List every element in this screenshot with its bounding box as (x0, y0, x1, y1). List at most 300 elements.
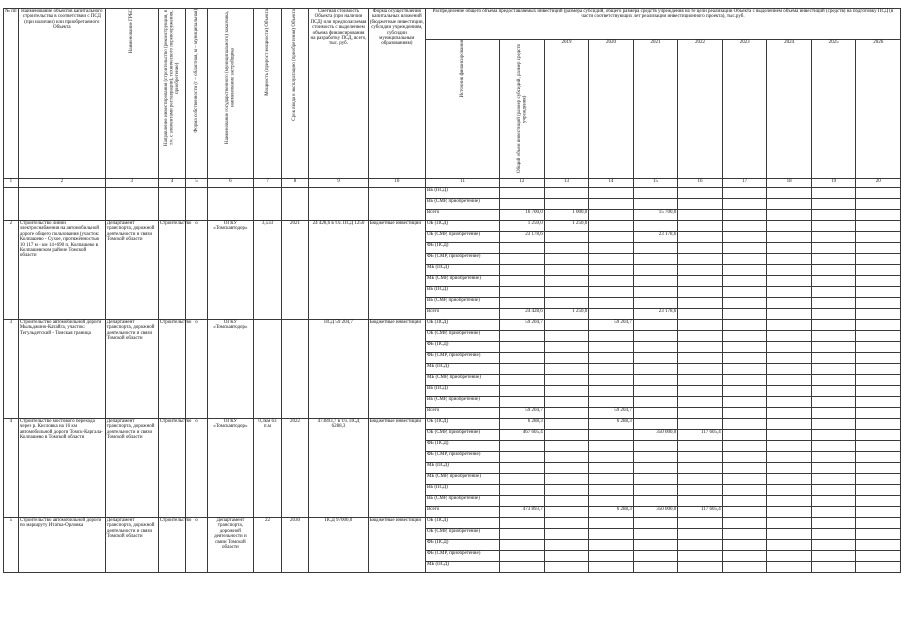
funding-source-cell: ФБ (СМР, приобретение) (425, 353, 499, 364)
year-value-cell (856, 496, 901, 507)
funding-source-cell: Всего (425, 507, 499, 518)
funding-source-cell: МБ (ПСД) (425, 562, 499, 573)
year-value-cell (722, 518, 767, 529)
year-value-cell (767, 386, 812, 397)
empty-cell (207, 188, 254, 221)
year-value-cell (811, 463, 856, 474)
year-value-cell (544, 320, 589, 331)
year-value-cell (544, 254, 589, 265)
year-value-cell (767, 320, 812, 331)
year-value-cell (678, 254, 723, 265)
year-value-cell (811, 221, 856, 232)
year-value-cell (856, 463, 901, 474)
year-value-cell (633, 199, 678, 210)
year-value-cell (589, 397, 634, 408)
year-value-cell (856, 309, 901, 320)
year-value-cell (767, 529, 812, 540)
year-value-cell (811, 441, 856, 452)
year-value-cell (678, 397, 723, 408)
empty-cell (368, 188, 425, 221)
funding-source-cell: МБ (ПСД) (425, 265, 499, 276)
year-value-cell (544, 540, 589, 551)
year-value-cell (589, 441, 634, 452)
funding-source-cell: ВБ (СМР, приобретение) (425, 298, 499, 309)
year-value-cell (856, 320, 901, 331)
year-value-cell (856, 518, 901, 529)
year-value-cell (767, 309, 812, 320)
year-value-cell (722, 408, 767, 419)
empty-cell (158, 188, 186, 221)
year-value-cell (811, 276, 856, 287)
year-value-cell (544, 298, 589, 309)
year-value-cell (544, 331, 589, 342)
year-value-cell (678, 232, 723, 243)
year-value-cell (678, 375, 723, 386)
total-volume-cell (500, 287, 545, 298)
funding-source-cell: ОБ (СМР, приобретение) (425, 232, 499, 243)
empty-cell (105, 188, 158, 221)
year-value-cell (678, 452, 723, 463)
year-value-cell (722, 232, 767, 243)
year-value-cell (856, 551, 901, 562)
year-value-cell (589, 353, 634, 364)
object-capacity: 22 (254, 518, 282, 573)
funding-source-cell: ВБ (СМР, приобретение) (425, 199, 499, 210)
object-capacity (254, 320, 282, 419)
year-value-cell (722, 309, 767, 320)
header-year-2020: 2020 (589, 40, 634, 179)
year-value-cell (633, 562, 678, 573)
year-value-cell (811, 408, 856, 419)
total-volume-cell (500, 364, 545, 375)
column-number: 12 (500, 179, 545, 188)
funding-source-cell: МБ (СМР, приобретение) (425, 375, 499, 386)
year-value-cell (722, 441, 767, 452)
year-value-cell (722, 430, 767, 441)
column-number-row (4, 179, 901, 188)
year-value-cell (767, 430, 812, 441)
object-name: Строительство мостового перехода через р. Кисловка на 16 км автомобильной дороги Томск-Каргала-Колпашево в Томской области (18, 419, 105, 518)
year-value-cell (856, 243, 901, 254)
year-value-cell (544, 430, 589, 441)
year-value-cell (767, 364, 812, 375)
year-value-cell (678, 188, 723, 199)
year-value-cell (722, 529, 767, 540)
year-value-cell (544, 353, 589, 364)
year-value-cell (856, 452, 901, 463)
ownership-form: о (186, 221, 207, 320)
total-volume-cell: 6 288,3 (500, 419, 545, 430)
estimated-cost: 24 428,6 в т.ч. ПСД 1250 (309, 221, 368, 320)
year-value-cell (544, 265, 589, 276)
year-value-cell (856, 276, 901, 287)
year-value-cell (856, 485, 901, 496)
year-value-cell (811, 353, 856, 364)
year-value-cell (811, 309, 856, 320)
year-value-cell (811, 188, 856, 199)
year-value-cell (544, 551, 589, 562)
year-value-cell (678, 287, 723, 298)
year-value-cell (856, 287, 901, 298)
header-num: № пп (4, 9, 19, 179)
year-value-cell (633, 419, 678, 430)
object-name: Строительство автомобильной дороги Мыльджино-Катайга, участок: Тегульдетский - Томская граница (18, 320, 105, 419)
year-value-cell (856, 254, 901, 265)
year-value-cell (811, 254, 856, 265)
funding-source-cell: ВБ (ПСД) (425, 188, 499, 199)
funding-source-cell: МБ (СМР, приобретение) (425, 474, 499, 485)
year-value-cell (856, 540, 901, 551)
total-volume-cell (500, 276, 545, 287)
year-value-cell (767, 518, 812, 529)
year-value-cell (722, 331, 767, 342)
year-value-cell (722, 342, 767, 353)
header-funding-source: Источник финансирования (425, 40, 499, 179)
total-volume-cell (500, 496, 545, 507)
year-value-cell (722, 496, 767, 507)
investment-direction: Строительство (158, 419, 186, 518)
year-value-cell (544, 441, 589, 452)
year-value-cell: 59 204,7 (589, 320, 634, 331)
header-ownership: Форма собственности (г – областная, м – муниципальная) (186, 9, 207, 179)
year-value-cell (767, 441, 812, 452)
year-value-cell (589, 276, 634, 287)
year-value-cell (633, 254, 678, 265)
year-value-cell (678, 265, 723, 276)
empty-cell (281, 188, 309, 221)
customer-name: ОГКУ «Томскавтодор» (207, 320, 254, 419)
year-value-cell (811, 331, 856, 342)
funding-source-cell: ФБ (ПСД) (425, 540, 499, 551)
ownership-form: о (186, 419, 207, 518)
year-value-cell (678, 518, 723, 529)
investment-form: Бюджетные инвестиции (368, 419, 425, 518)
year-value-cell (811, 452, 856, 463)
year-value-cell (767, 408, 812, 419)
total-volume-cell (500, 518, 545, 529)
year-value-cell (767, 199, 812, 210)
year-value-cell (633, 276, 678, 287)
column-number: 7 (254, 179, 282, 188)
year-value-cell (633, 331, 678, 342)
year-value-cell (856, 562, 901, 573)
year-value-cell (811, 485, 856, 496)
year-value-cell (767, 419, 812, 430)
funding-source-cell: ФБ (СМР, приобретение) (425, 452, 499, 463)
year-value-cell (722, 474, 767, 485)
grbs-name: Департамент транспорта, дорожной деятельности и связи Томской области (105, 221, 158, 320)
total-volume-cell (500, 452, 545, 463)
column-number: 5 (186, 179, 207, 188)
year-value-cell (544, 287, 589, 298)
year-value-cell (633, 342, 678, 353)
year-value-cell (544, 562, 589, 573)
object-number: 4 (4, 419, 19, 518)
year-value-cell (544, 276, 589, 287)
header-year-2024: 2024 (767, 40, 812, 179)
year-value-cell (811, 529, 856, 540)
year-value-cell (856, 199, 901, 210)
year-value-cell (678, 529, 723, 540)
year-value-cell (767, 562, 812, 573)
year-value-cell (633, 320, 678, 331)
year-value-cell (856, 408, 901, 419)
year-value-cell (678, 408, 723, 419)
header-grbs: Наименование ГРБС (105, 9, 158, 179)
year-value-cell (811, 551, 856, 562)
year-value-cell (678, 276, 723, 287)
year-value-cell: 350 000,0 (633, 430, 678, 441)
year-value-cell (811, 287, 856, 298)
funding-source-cell: ФБ (ПСД) (425, 243, 499, 254)
year-value-cell (678, 298, 723, 309)
year-value-cell (589, 243, 634, 254)
year-value-cell: 15 700,0 (633, 210, 678, 221)
year-value-cell (856, 397, 901, 408)
year-value-cell (767, 232, 812, 243)
year-value-cell (722, 551, 767, 562)
year-value-cell (722, 507, 767, 518)
column-number: 15 (633, 179, 678, 188)
total-volume-cell: 1 250,0 (500, 221, 545, 232)
year-value-cell (633, 452, 678, 463)
year-value-cell (544, 474, 589, 485)
estimated-cost: 473893,7 в т.ч. ПСД 6288,3 (309, 419, 368, 518)
year-value-cell (589, 529, 634, 540)
year-value-cell (678, 320, 723, 331)
year-value-cell (767, 298, 812, 309)
year-value-cell (678, 419, 723, 430)
total-volume-cell (500, 265, 545, 276)
header-year-2021: 2021 (633, 40, 678, 179)
year-value-cell (856, 232, 901, 243)
year-value-cell (811, 496, 856, 507)
total-volume-cell (500, 397, 545, 408)
total-volume-cell (500, 386, 545, 397)
year-value-cell (633, 221, 678, 232)
funding-source-cell: Всего (425, 408, 499, 419)
header-customer: Наименование государственного (муниципального) заказчика, наименование застройщика (207, 9, 254, 179)
year-value-cell (633, 287, 678, 298)
funding-source-cell: ВБ (ПСД) (425, 485, 499, 496)
year-value-cell (633, 408, 678, 419)
year-value-cell (811, 540, 856, 551)
column-number: 6 (207, 179, 254, 188)
year-value-cell (767, 221, 812, 232)
customer-name: ОГКУ «Томскавтодор» (207, 221, 254, 320)
year-value-cell: 1 000,0 (544, 210, 589, 221)
total-volume-cell: 16 700,0 (500, 210, 545, 221)
year-value-cell (767, 485, 812, 496)
year-value-cell (589, 364, 634, 375)
total-volume-cell (500, 342, 545, 353)
total-volume-cell: 59 204,7 (500, 320, 545, 331)
year-value-cell (722, 452, 767, 463)
year-value-cell (767, 353, 812, 364)
year-value-cell (589, 254, 634, 265)
funding-source-cell: ОБ (ПСД) (425, 518, 499, 529)
year-value-cell (544, 199, 589, 210)
year-value-cell (767, 397, 812, 408)
investment-form: Бюджетные инвестиции (368, 221, 425, 320)
year-value-cell (678, 309, 723, 320)
year-value-cell (633, 265, 678, 276)
year-value-cell (544, 232, 589, 243)
year-value-cell (678, 540, 723, 551)
empty-cell (254, 188, 282, 221)
year-value-cell (722, 320, 767, 331)
year-value-cell (589, 562, 634, 573)
year-value-cell (633, 353, 678, 364)
column-number: 1 (4, 179, 19, 188)
column-number: 10 (368, 179, 425, 188)
year-value-cell (633, 474, 678, 485)
year-value-cell (589, 375, 634, 386)
year-value-cell (856, 353, 901, 364)
year-value-cell (722, 287, 767, 298)
year-value-cell: 117 605,4 (678, 507, 723, 518)
column-number: 3 (105, 179, 158, 188)
customer-name: Департамент транспорта, дорожной деятельности и связи Томской области (207, 518, 254, 573)
year-value-cell (678, 353, 723, 364)
year-value-cell (856, 430, 901, 441)
column-number: 13 (544, 179, 589, 188)
year-value-cell (633, 298, 678, 309)
investment-direction: Строительство (158, 320, 186, 419)
column-number: 18 (767, 179, 812, 188)
commission-year: 2022 (281, 419, 309, 518)
object-number: 5 (4, 518, 19, 573)
header-year-2022: 2022 (678, 40, 723, 179)
year-value-cell (589, 452, 634, 463)
year-value-cell (722, 265, 767, 276)
year-value-cell (722, 188, 767, 199)
column-number: 11 (425, 179, 499, 188)
total-volume-cell: 23 178,6 (500, 232, 545, 243)
year-value-cell (544, 408, 589, 419)
year-value-cell (811, 430, 856, 441)
year-value-cell (589, 551, 634, 562)
year-value-cell (678, 496, 723, 507)
funding-source-cell: МБ (ПСД) (425, 364, 499, 375)
year-value-cell (722, 419, 767, 430)
year-value-cell (767, 551, 812, 562)
empty-cell (186, 188, 207, 221)
year-value-cell (589, 386, 634, 397)
funding-source-cell: ВБ (ПСД) (425, 287, 499, 298)
year-value-cell (544, 485, 589, 496)
year-value-cell (856, 342, 901, 353)
year-value-cell (589, 265, 634, 276)
year-value-cell (811, 419, 856, 430)
year-value-cell (811, 210, 856, 221)
year-value-cell: 350 000,0 (633, 507, 678, 518)
year-value-cell (544, 419, 589, 430)
funding-source-cell: ОБ (ПСД) (425, 221, 499, 232)
total-volume-cell (500, 463, 545, 474)
total-volume-cell (500, 441, 545, 452)
header-direction: Направление инвестирования (строительство (реконструкция, в т.ч. с элементами реставрации), технического перевооружения, приобретение) (158, 9, 186, 179)
funding-source-cell: ФБ (СМР, приобретение) (425, 254, 499, 265)
year-value-cell (589, 485, 634, 496)
header-estimated-cost: Сметная стоимость Объекта (при наличии ПСД) или предполагаемая стоимость с выделением объема финансирования на разработку ПСД, всего, тыс. руб. (309, 9, 368, 179)
year-value-cell (722, 540, 767, 551)
total-volume-cell (500, 188, 545, 199)
year-value-cell (856, 210, 901, 221)
year-value-cell: 1 250,0 (544, 309, 589, 320)
total-volume-cell (500, 485, 545, 496)
year-value-cell (589, 309, 634, 320)
year-value-cell (633, 375, 678, 386)
year-value-cell (722, 276, 767, 287)
year-value-cell (811, 562, 856, 573)
year-value-cell (678, 364, 723, 375)
year-value-cell (544, 463, 589, 474)
year-value-cell (544, 364, 589, 375)
year-value-cell (811, 375, 856, 386)
year-value-cell (678, 221, 723, 232)
year-value-cell (722, 353, 767, 364)
funding-source-cell: ВБ (СМР, приобретение) (425, 397, 499, 408)
funding-source-cell: Всего (425, 210, 499, 221)
year-value-cell (544, 386, 589, 397)
year-value-cell (767, 276, 812, 287)
year-value-cell (767, 496, 812, 507)
total-volume-cell: 59 204,7 (500, 408, 545, 419)
total-volume-cell (500, 375, 545, 386)
empty-cell (4, 188, 19, 221)
year-value-cell (767, 331, 812, 342)
year-value-cell (678, 199, 723, 210)
column-number: 8 (281, 179, 309, 188)
total-volume-cell (500, 529, 545, 540)
year-value-cell (589, 342, 634, 353)
year-value-cell (589, 298, 634, 309)
year-value-cell (678, 331, 723, 342)
header-commission-year: Срок ввода в эксплуатацию (приобретения) Объекта (281, 9, 309, 179)
column-number: 17 (722, 179, 767, 188)
funding-source-cell: МБ (СМР, приобретение) (425, 276, 499, 287)
year-value-cell (544, 529, 589, 540)
year-value-cell (856, 298, 901, 309)
funding-source-cell: ФБ (ПСД) (425, 342, 499, 353)
header-investment-form: Форма осуществления капитальных вложений (бюджетные инвестиции, субсидии учреждениям, субсидии муниципальным образованиям) (368, 9, 425, 179)
estimated-cost: ПСД 59 204,7 (309, 320, 368, 419)
funding-source-cell: ВБ (ПСД) (425, 386, 499, 397)
year-value-cell (767, 375, 812, 386)
year-value-cell (767, 210, 812, 221)
investment-form: Бюджетные инвестиции (368, 320, 425, 419)
object-first-row (4, 518, 901, 529)
year-value-cell (589, 463, 634, 474)
year-value-cell (678, 342, 723, 353)
year-value-cell (856, 188, 901, 199)
year-value-cell (767, 342, 812, 353)
year-value-cell (633, 397, 678, 408)
year-value-cell (722, 298, 767, 309)
year-value-cell (811, 243, 856, 254)
year-value-cell (811, 265, 856, 276)
year-value-cell (678, 441, 723, 452)
column-number: 2 (18, 179, 105, 188)
total-volume-cell: 24 428,6 (500, 309, 545, 320)
header-object-name: Наименование объектов капитального строительства в соответствии с ПСД (при наличии) или приобретаемого Объекта (18, 9, 105, 179)
year-value-cell (856, 375, 901, 386)
year-value-cell (856, 265, 901, 276)
year-value-cell (633, 441, 678, 452)
year-value-cell (856, 419, 901, 430)
object-name: Строительство автомобильной дороги по маршруту Итатка-Орловка (18, 518, 105, 573)
